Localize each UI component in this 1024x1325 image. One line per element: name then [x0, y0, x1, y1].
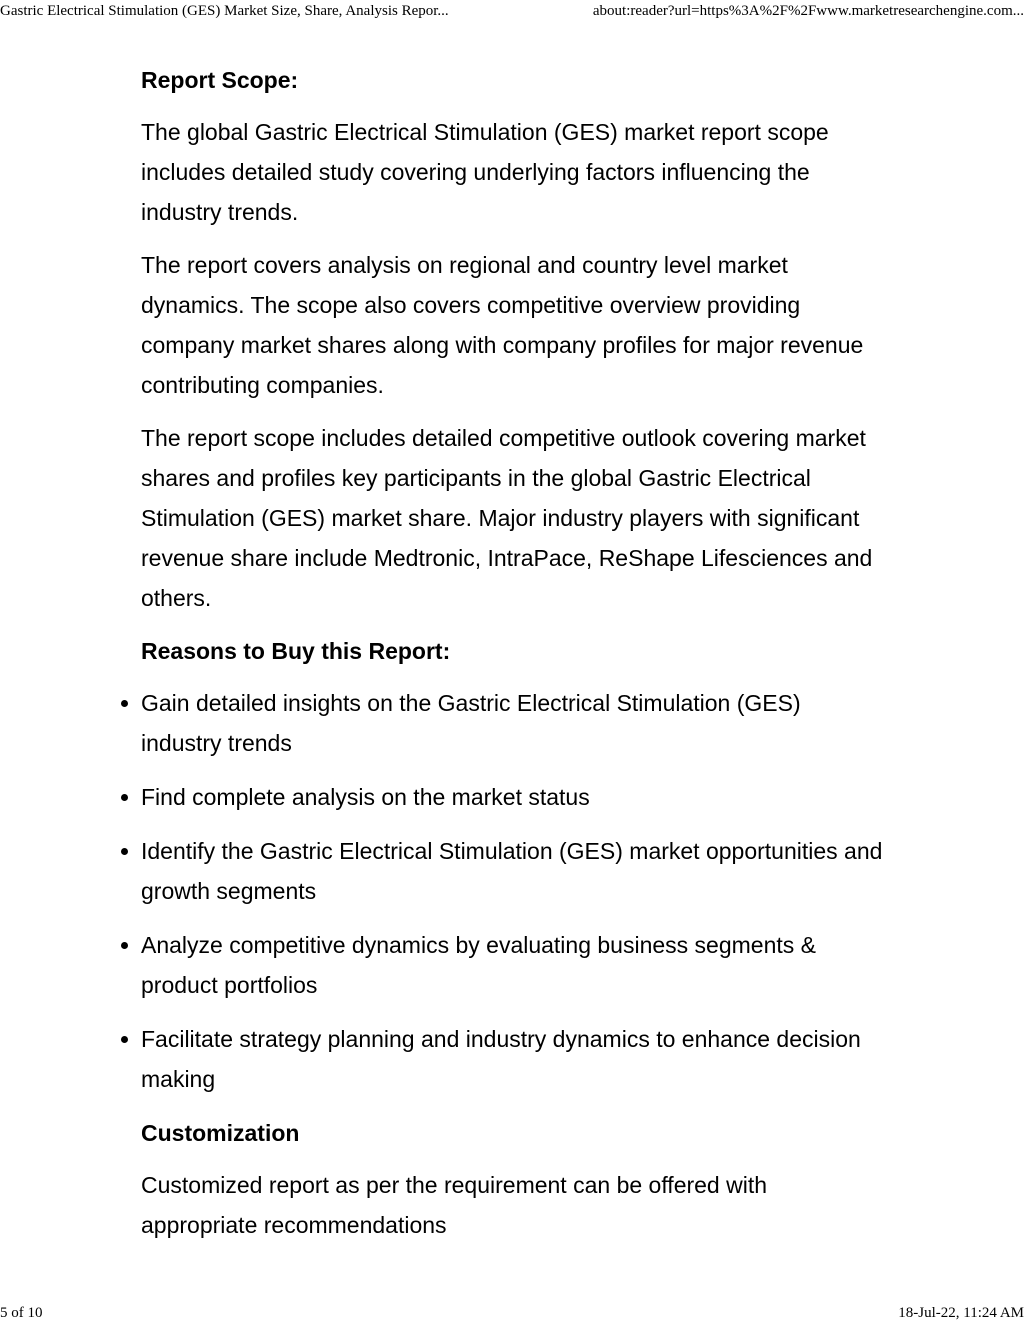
print-timestamp: 18-Jul-22, 11:24 AM	[898, 1305, 1024, 1321]
scope-paragraph: The report covers analysis on regional and country level market dynamics. The scope also covers competitive overview providing company market shares along with company profiles for major revenue contributing companies.	[141, 252, 864, 398]
list-item-text: Gain detailed insights on the Gastric Electrical Stimulation (GES) industry trends	[141, 690, 801, 756]
list-item	[141, 683, 886, 763]
scope-paragraph: The global Gastric Electrical Stimulation (GES) market report scope includes detailed study covering underlying factors influencing the industry trends.	[141, 119, 829, 225]
print-footer	[0, 1301, 1024, 1325]
bullet-icon	[121, 942, 128, 949]
list-item-text: Analyze competitive dynamics by evaluating business segments & product portfolios	[141, 932, 817, 998]
page-title: Gastric Electrical Stimulation (GES) Market Size, Share, Analysis Repor...	[0, 3, 449, 19]
page-number: 5 of 10	[0, 1305, 43, 1321]
bullet-icon	[121, 1036, 128, 1043]
reasons-heading: Reasons to Buy this Report:	[141, 638, 451, 664]
customization-paragraph: Customized report as per the requirement can be offered with appropriate recommendations	[141, 1172, 768, 1238]
customization-heading: Customization	[141, 1120, 300, 1146]
scope-paragraph: The report scope includes detailed competitive outlook covering market shares and profiles key participants in the global Gastric Electrical Stimulation (GES) market share. Major industry players with significant revenue share include Medtronic, IntraPace, ReShape Lifesciences and others.	[141, 425, 873, 611]
bullet-icon	[121, 848, 128, 855]
list-item-text: Identify the Gastric Electrical Stimulation (GES) market opportunities and growth segments	[141, 838, 883, 904]
print-header	[0, 0, 1024, 22]
list-item	[141, 831, 886, 911]
scope-heading: Report Scope:	[141, 67, 299, 93]
list-item	[141, 925, 886, 1005]
list-item	[141, 777, 886, 817]
list-item-text: Facilitate strategy planning and industry dynamics to enhance decision making	[141, 1026, 861, 1092]
list-item-text: Find complete analysis on the market status	[141, 784, 590, 810]
bullet-icon	[121, 700, 128, 707]
reader-article	[141, 60, 886, 1258]
list-item	[141, 1019, 886, 1099]
reasons-list	[141, 683, 886, 1099]
bullet-icon	[121, 794, 128, 801]
page-url: about:reader?url=https%3A%2F%2Fwww.marketresearchengine.com...	[592, 3, 1024, 19]
